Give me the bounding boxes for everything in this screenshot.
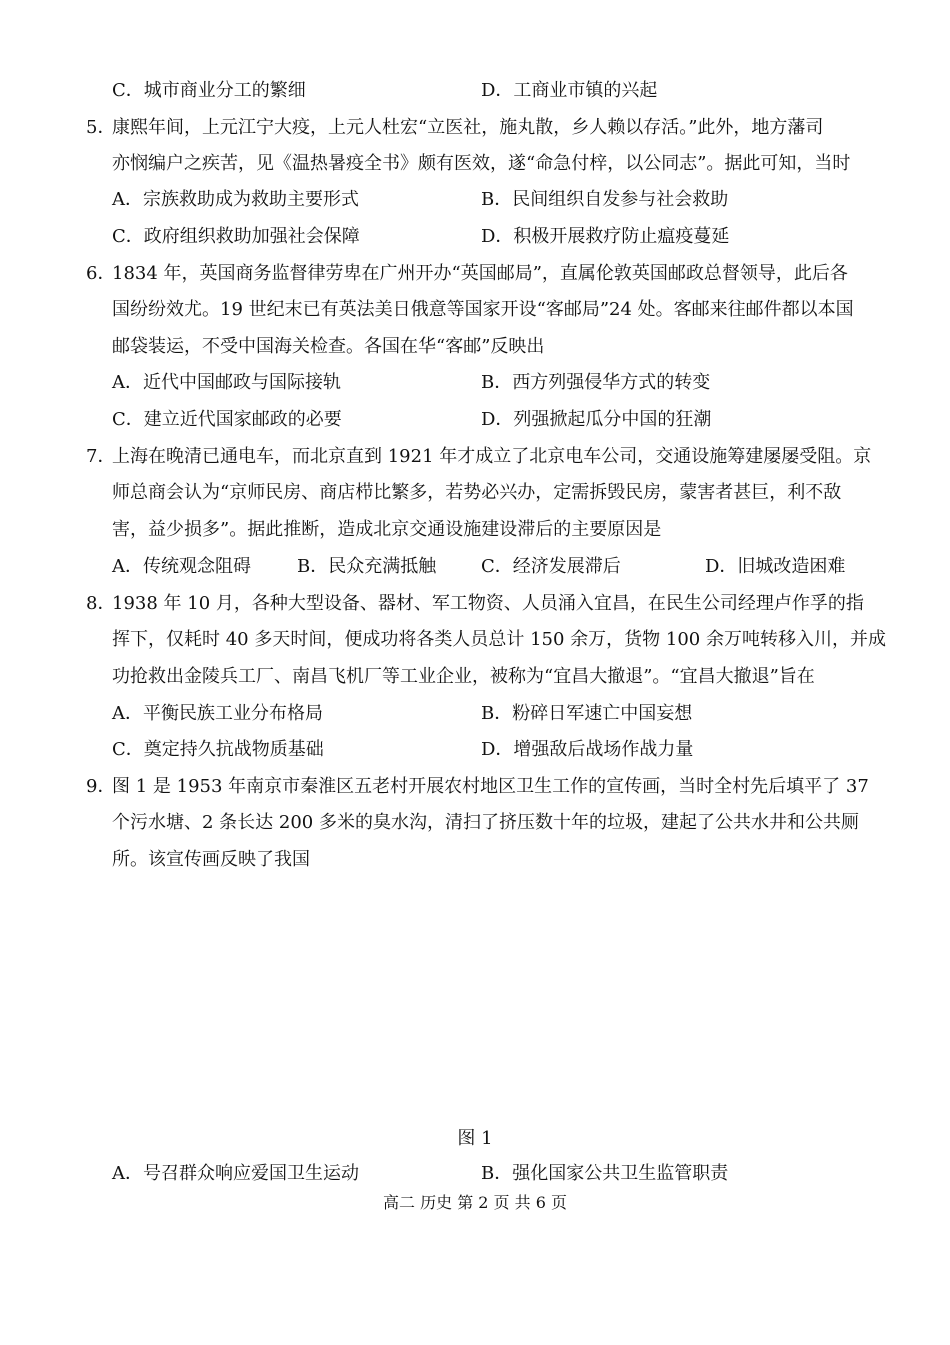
figure-1-area — [112, 880, 872, 1120]
q8-option-b: B．粉碎日军速亡中国妄想 — [481, 703, 693, 724]
q6-option-a: A．近代中国邮政与国际接轨 — [112, 372, 341, 393]
q7-stem-line-3: 害，益少损多”。据此推断，造成北京交通设施建设滞后的主要原因是 — [112, 519, 662, 540]
q6-option-d: D．列强掀起瓜分中国的狂潮 — [481, 409, 712, 430]
q8-stem-line-3: 功抢救出金陵兵工厂、南昌飞机厂等工业企业，被称为“宜昌大撤退”。“宜昌大撤退”旨在 — [112, 666, 815, 687]
q7-option-b: B．民众充满抵触 — [297, 556, 437, 577]
q8-option-c: C．奠定持久抗战物质基础 — [112, 739, 324, 760]
q5-option-c: C．政府组织救助加强社会保障 — [112, 226, 360, 247]
q7-option-d: D．旧城改造困难 — [705, 556, 846, 577]
q5-option-b: B．民间组织自发参与社会救助 — [481, 189, 729, 210]
q9-number: 9． — [86, 776, 116, 797]
q8-stem-line-1: 1938 年 10 月，各种大型设备、器材、军工物资、人员涌入宜昌，在民生公司经理卢作孚的指 — [112, 593, 864, 614]
q6-stem-line-1: 1834 年，英国商务监督律劳卑在广州开办“英国邮局”，直属伦敦英国邮政总督领导，此后各 — [112, 263, 848, 284]
q7-number: 7． — [86, 446, 116, 467]
q6-stem-line-3: 邮袋装运，不受中国海关检查。各国在华“客邮”反映出 — [112, 336, 545, 357]
q7-stem-line-2: 师总商会认为“京师民房、商店栉比繁多，若势必兴办，定需拆毁民房，蒙害者甚巨，利不敌 — [112, 482, 842, 503]
q6-option-b: B．西方列强侵华方式的转变 — [481, 372, 711, 393]
q8-stem-line-2: 挥下，仅耗时 40 多天时间，便成功将各类人员总计 150 余万，货物 100 余万吨转移入川，并成 — [112, 629, 886, 650]
q4-option-d: D．工商业市镇的兴起 — [481, 80, 658, 101]
q7-option-a: A．传统观念阻碍 — [112, 556, 251, 577]
q5-option-d: D．积极开展救疗防止瘟疫蔓延 — [481, 226, 730, 247]
q8-option-d: D．增强敌后战场作战力量 — [481, 739, 694, 760]
q9-stem-line-3: 所。该宣传画反映了我国 — [112, 849, 310, 870]
q5-stem-line-1: 康熙年间，上元江宁大疫，上元人杜宏“立医社，施丸散，乡人赖以存活。”此外，地方藩司 — [112, 117, 824, 138]
q9-option-a: A．号召群众响应爱国卫生运动 — [112, 1163, 359, 1184]
q5-number: 5． — [86, 117, 116, 138]
q9-option-b: B．强化国家公共卫生监管职责 — [481, 1163, 729, 1184]
q5-stem-line-2: 亦悯编户之疾苦，见《温热暑疫全书》颇有医效，遂“命急付梓，以公同志”。据此可知，当时 — [112, 153, 851, 174]
q6-number: 6． — [86, 263, 116, 284]
figure-1-caption: 图 1 — [457, 1128, 493, 1149]
q7-option-c: C．经济发展滞后 — [481, 556, 621, 577]
q8-number: 8． — [86, 593, 116, 614]
q6-stem-line-2: 国纷纷效尤。19 世纪末已有英法美日俄意等国家开设“客邮局”24 处。客邮来往邮件都以本国 — [112, 299, 854, 320]
page-footer: 高二 历史 第 2 页 共 6 页 — [383, 1193, 567, 1212]
q8-option-a: A．平衡民族工业分布格局 — [112, 703, 323, 724]
q5-option-a: A．宗族救助成为救助主要形式 — [112, 189, 359, 210]
q7-stem-line-1: 上海在晚清已通电车，而北京直到 1921 年才成立了北京电车公司，交通设施筹建屡屡受阻。京 — [112, 446, 872, 467]
q6-option-c: C．建立近代国家邮政的必要 — [112, 409, 342, 430]
q9-stem-line-1: 图 1 是 1953 年南京市秦淮区五老村开展农村地区卫生工作的宣传画，当时全村先后填平了 37 — [112, 776, 869, 797]
q9-stem-line-2: 个污水塘、2 条长达 200 多米的臭水沟，清扫了挤压数十年的垃圾，建起了公共水井和公共厕 — [112, 812, 859, 833]
q4-option-c: C．城市商业分工的繁细 — [112, 80, 306, 101]
